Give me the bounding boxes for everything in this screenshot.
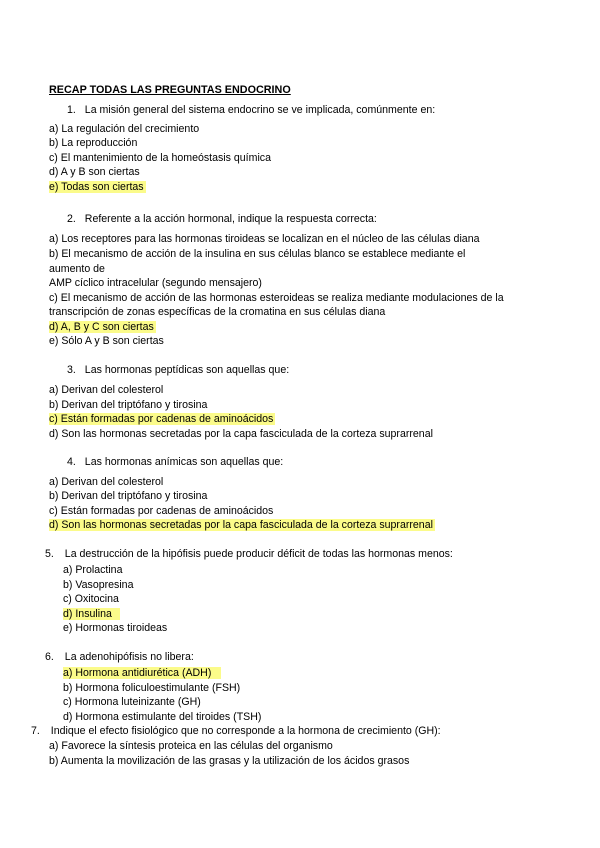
question-text: La misión general del sistema endocrino se ve implicada, comúnmente en:	[84, 104, 436, 116]
question-number: 6.	[45, 651, 54, 663]
question-5-option-d	[63, 607, 120, 621]
question-text: Referente a la acción hormonal, indique la respuesta correcta:	[84, 213, 377, 225]
question-1-option-c: c) El mantenimiento de la homeóstasis química	[49, 152, 271, 164]
document-title: RECAP TODAS LAS PREGUNTAS ENDOCRINO	[49, 84, 291, 96]
question-3-option-d: d) Son las hormonas secretadas por la capa fasciculada de la corteza suprarrenal	[49, 428, 433, 440]
question-number: 1.	[67, 104, 76, 116]
question-3-option-c	[49, 412, 275, 426]
question-1-option-d: d) A y B son ciertas	[49, 166, 140, 178]
question-2-option-a: a) Los receptores para las hormonas tiroideas se localizan en el núcleo de las células diana	[49, 233, 480, 245]
correct-answer-highlight: c) Están formadas por cadenas de aminoácidos	[49, 413, 274, 425]
question-6-option-b: b) Hormona foliculoestimulante (FSH)	[63, 682, 241, 694]
question-6-option-d: d) Hormona estimulante del tiroides (TSH)	[63, 711, 262, 723]
question-7-option-b: b) Aumenta la movilización de las grasas y la utilización de los ácidos grasos	[49, 755, 410, 767]
question-text: Las hormonas peptídicas son aquellas que:	[84, 364, 290, 376]
question-3-option-a: a) Derivan del colesterol	[49, 384, 164, 396]
question-1	[67, 104, 435, 116]
correct-answer-highlight: e) Todas son ciertas	[49, 181, 144, 193]
question-5-option-c: c) Oxitocina	[63, 593, 119, 605]
question-6	[45, 651, 194, 663]
question-2-option-c-line-1: c) El mecanismo de acción de las hormonas esteroideas se realiza mediante modulaciones de la	[49, 292, 504, 304]
question-2-option-d	[49, 320, 156, 334]
question-3-option-b: b) Derivan del triptófano y tirosina	[49, 399, 208, 411]
question-text: Indique el efecto fisiológico que no corresponde a la hormona de crecimiento (GH):	[50, 725, 441, 737]
question-4-option-b: b) Derivan del triptófano y tirosina	[49, 490, 208, 502]
question-text: Las hormonas anímicas son aquellas que:	[84, 456, 284, 468]
question-number: 7.	[31, 725, 40, 737]
question-4	[67, 456, 283, 468]
question-number: 2.	[67, 213, 76, 225]
question-number: 3.	[67, 364, 76, 376]
question-5-option-a: a) Prolactina	[63, 564, 123, 576]
question-7	[31, 725, 441, 737]
question-2-option-b-line-2: aumento de	[49, 263, 105, 275]
question-2-option-c-line-2: transcripción de zonas específicas de la cromatina en sus células diana	[49, 306, 386, 318]
question-5-option-e: e) Hormonas tiroideas	[63, 622, 168, 634]
question-5	[45, 548, 453, 560]
question-text: La destrucción de la hipófisis puede producir déficit de todas las hormonas menos:	[64, 548, 453, 560]
question-2-option-e: e) Sólo A y B son ciertas	[49, 335, 164, 347]
question-6-option-c: c) Hormona luteinizante (GH)	[63, 696, 201, 708]
question-2-option-b-line-3: AMP cíclico intracelular (segundo mensajero)	[49, 277, 262, 289]
correct-answer-highlight: d) Insulina	[63, 608, 120, 620]
question-1-option-a: a) La regulación del crecimiento	[49, 123, 200, 135]
question-6-option-a	[63, 666, 221, 680]
correct-answer-highlight: a) Hormona antidiurética (ADH)	[63, 667, 221, 679]
correct-answer-highlight: d) A, B y C son ciertas	[49, 321, 154, 333]
correct-answer-highlight: d) Son las hormonas secretadas por la capa fasciculada de la corteza suprarrenal	[49, 519, 433, 531]
question-4-option-d	[49, 518, 435, 532]
question-2	[67, 213, 377, 225]
question-3	[67, 364, 289, 376]
question-1-option-b: b) La reproducción	[49, 137, 138, 149]
question-2-option-b-line-1: b) El mecanismo de acción de la insulina en sus células blanco se establece mediante el	[49, 248, 466, 260]
question-number: 5.	[45, 548, 54, 560]
question-number: 4.	[67, 456, 76, 468]
question-text: La adenohipófisis no libera:	[64, 651, 194, 663]
question-4-option-c: c) Están formadas por cadenas de aminoácidos	[49, 505, 274, 517]
question-4-option-a: a) Derivan del colesterol	[49, 476, 164, 488]
question-5-option-b: b) Vasopresina	[63, 579, 134, 591]
question-1-option-e	[49, 180, 146, 194]
question-7-option-a: a) Favorece la síntesis proteica en las células del organismo	[49, 740, 333, 752]
